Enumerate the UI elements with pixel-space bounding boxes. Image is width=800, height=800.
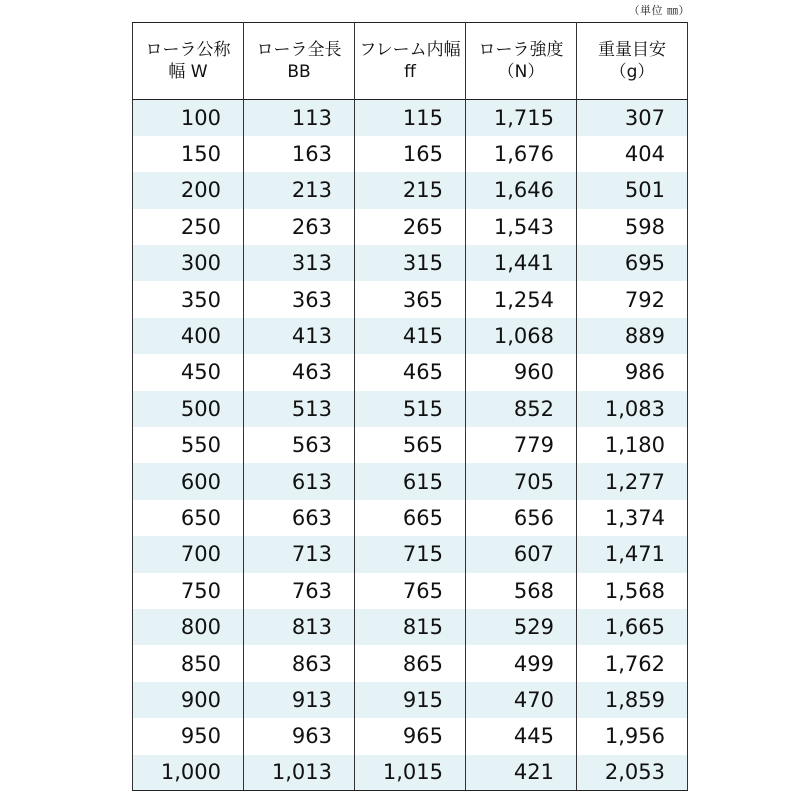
table-row — [133, 391, 688, 427]
table-row — [133, 427, 688, 463]
cell-weight: 1,180 — [577, 427, 688, 463]
cell-nominal-width: 300 — [133, 245, 244, 281]
table-header — [133, 23, 688, 100]
cell-roller-strength: 1,254 — [466, 281, 577, 317]
cell-frame-inner-width: 615 — [355, 463, 466, 499]
cell-total-length: 413 — [244, 318, 355, 354]
cell-nominal-width: 650 — [133, 500, 244, 536]
cell-nominal-width: 850 — [133, 645, 244, 681]
table-row — [133, 645, 688, 681]
cell-total-length: 263 — [244, 209, 355, 245]
cell-frame-inner-width: 815 — [355, 609, 466, 645]
cell-nominal-width: 400 — [133, 318, 244, 354]
cell-frame-inner-width: 115 — [355, 100, 466, 136]
cell-total-length: 913 — [244, 682, 355, 718]
cell-roller-strength: 705 — [466, 463, 577, 499]
cell-total-length: 713 — [244, 536, 355, 572]
table-row — [133, 718, 688, 754]
cell-weight: 1,083 — [577, 391, 688, 427]
cell-weight: 1,568 — [577, 573, 688, 609]
cell-frame-inner-width: 565 — [355, 427, 466, 463]
cell-roller-strength: 470 — [466, 682, 577, 718]
cell-weight: 889 — [577, 318, 688, 354]
cell-weight: 501 — [577, 172, 688, 208]
cell-nominal-width: 150 — [133, 136, 244, 172]
cell-total-length: 113 — [244, 100, 355, 136]
cell-nominal-width: 450 — [133, 354, 244, 390]
table-row — [133, 609, 688, 645]
table-row — [133, 100, 688, 136]
cell-frame-inner-width: 765 — [355, 573, 466, 609]
cell-frame-inner-width: 415 — [355, 318, 466, 354]
cell-frame-inner-width: 1,015 — [355, 755, 466, 791]
cell-nominal-width: 350 — [133, 281, 244, 317]
table-row — [133, 536, 688, 572]
cell-roller-strength: 852 — [466, 391, 577, 427]
cell-roller-strength: 421 — [466, 755, 577, 791]
cell-frame-inner-width: 665 — [355, 500, 466, 536]
cell-weight: 307 — [577, 100, 688, 136]
cell-roller-strength: 656 — [466, 500, 577, 536]
table-row — [133, 755, 688, 791]
table-row — [133, 500, 688, 536]
cell-frame-inner-width: 915 — [355, 682, 466, 718]
cell-total-length: 763 — [244, 573, 355, 609]
cell-nominal-width: 950 — [133, 718, 244, 754]
header-total-length: ローラ全長 BB — [244, 23, 355, 100]
cell-roller-strength: 1,676 — [466, 136, 577, 172]
cell-weight: 1,374 — [577, 500, 688, 536]
cell-roller-strength: 1,543 — [466, 209, 577, 245]
cell-frame-inner-width: 365 — [355, 281, 466, 317]
cell-nominal-width: 900 — [133, 682, 244, 718]
unit-note: （単位 ㎜） — [628, 4, 690, 17]
cell-roller-strength: 1,646 — [466, 172, 577, 208]
cell-roller-strength: 445 — [466, 718, 577, 754]
cell-total-length: 363 — [244, 281, 355, 317]
table-row — [133, 354, 688, 390]
cell-nominal-width: 600 — [133, 463, 244, 499]
cell-weight: 404 — [577, 136, 688, 172]
cell-frame-inner-width: 265 — [355, 209, 466, 245]
cell-total-length: 963 — [244, 718, 355, 754]
cell-total-length: 863 — [244, 645, 355, 681]
cell-roller-strength: 499 — [466, 645, 577, 681]
cell-total-length: 563 — [244, 427, 355, 463]
cell-frame-inner-width: 165 — [355, 136, 466, 172]
table-row — [133, 245, 688, 281]
cell-nominal-width: 750 — [133, 573, 244, 609]
cell-roller-strength: 779 — [466, 427, 577, 463]
cell-nominal-width: 550 — [133, 427, 244, 463]
cell-weight: 2,053 — [577, 755, 688, 791]
cell-frame-inner-width: 215 — [355, 172, 466, 208]
cell-total-length: 1,013 — [244, 755, 355, 791]
table-body — [133, 100, 688, 791]
header-roller-strength: ローラ強度 （N） — [466, 23, 577, 100]
cell-nominal-width: 700 — [133, 536, 244, 572]
cell-roller-strength: 960 — [466, 354, 577, 390]
cell-frame-inner-width: 315 — [355, 245, 466, 281]
cell-nominal-width: 500 — [133, 391, 244, 427]
cell-frame-inner-width: 965 — [355, 718, 466, 754]
cell-total-length: 613 — [244, 463, 355, 499]
header-weight: 重量目安 （g） — [577, 23, 688, 100]
cell-nominal-width: 250 — [133, 209, 244, 245]
cell-roller-strength: 1,715 — [466, 100, 577, 136]
cell-weight: 1,762 — [577, 645, 688, 681]
table-row — [133, 281, 688, 317]
spec-table — [132, 22, 688, 791]
table-row — [133, 209, 688, 245]
cell-weight: 792 — [577, 281, 688, 317]
cell-total-length: 513 — [244, 391, 355, 427]
cell-weight: 1,277 — [577, 463, 688, 499]
header-row — [133, 23, 688, 100]
cell-frame-inner-width: 865 — [355, 645, 466, 681]
cell-total-length: 813 — [244, 609, 355, 645]
cell-total-length: 313 — [244, 245, 355, 281]
cell-weight: 1,665 — [577, 609, 688, 645]
cell-total-length: 663 — [244, 500, 355, 536]
cell-nominal-width: 800 — [133, 609, 244, 645]
cell-weight: 986 — [577, 354, 688, 390]
cell-weight: 1,471 — [577, 536, 688, 572]
cell-frame-inner-width: 515 — [355, 391, 466, 427]
cell-roller-strength: 607 — [466, 536, 577, 572]
cell-frame-inner-width: 715 — [355, 536, 466, 572]
cell-nominal-width: 200 — [133, 172, 244, 208]
table-row — [133, 136, 688, 172]
table-row — [133, 573, 688, 609]
cell-nominal-width: 100 — [133, 100, 244, 136]
table-row — [133, 318, 688, 354]
table-row — [133, 172, 688, 208]
cell-roller-strength: 529 — [466, 609, 577, 645]
cell-weight: 695 — [577, 245, 688, 281]
header-frame-inner-width: フレーム内幅 ff — [355, 23, 466, 100]
cell-roller-strength: 568 — [466, 573, 577, 609]
cell-weight: 1,956 — [577, 718, 688, 754]
table-row — [133, 682, 688, 718]
cell-total-length: 463 — [244, 354, 355, 390]
cell-roller-strength: 1,441 — [466, 245, 577, 281]
cell-weight: 1,859 — [577, 682, 688, 718]
cell-weight: 598 — [577, 209, 688, 245]
cell-total-length: 213 — [244, 172, 355, 208]
header-nominal-width: ローラ公称 幅 W — [133, 23, 244, 100]
cell-frame-inner-width: 465 — [355, 354, 466, 390]
table-row — [133, 463, 688, 499]
cell-nominal-width: 1,000 — [133, 755, 244, 791]
cell-roller-strength: 1,068 — [466, 318, 577, 354]
cell-total-length: 163 — [244, 136, 355, 172]
